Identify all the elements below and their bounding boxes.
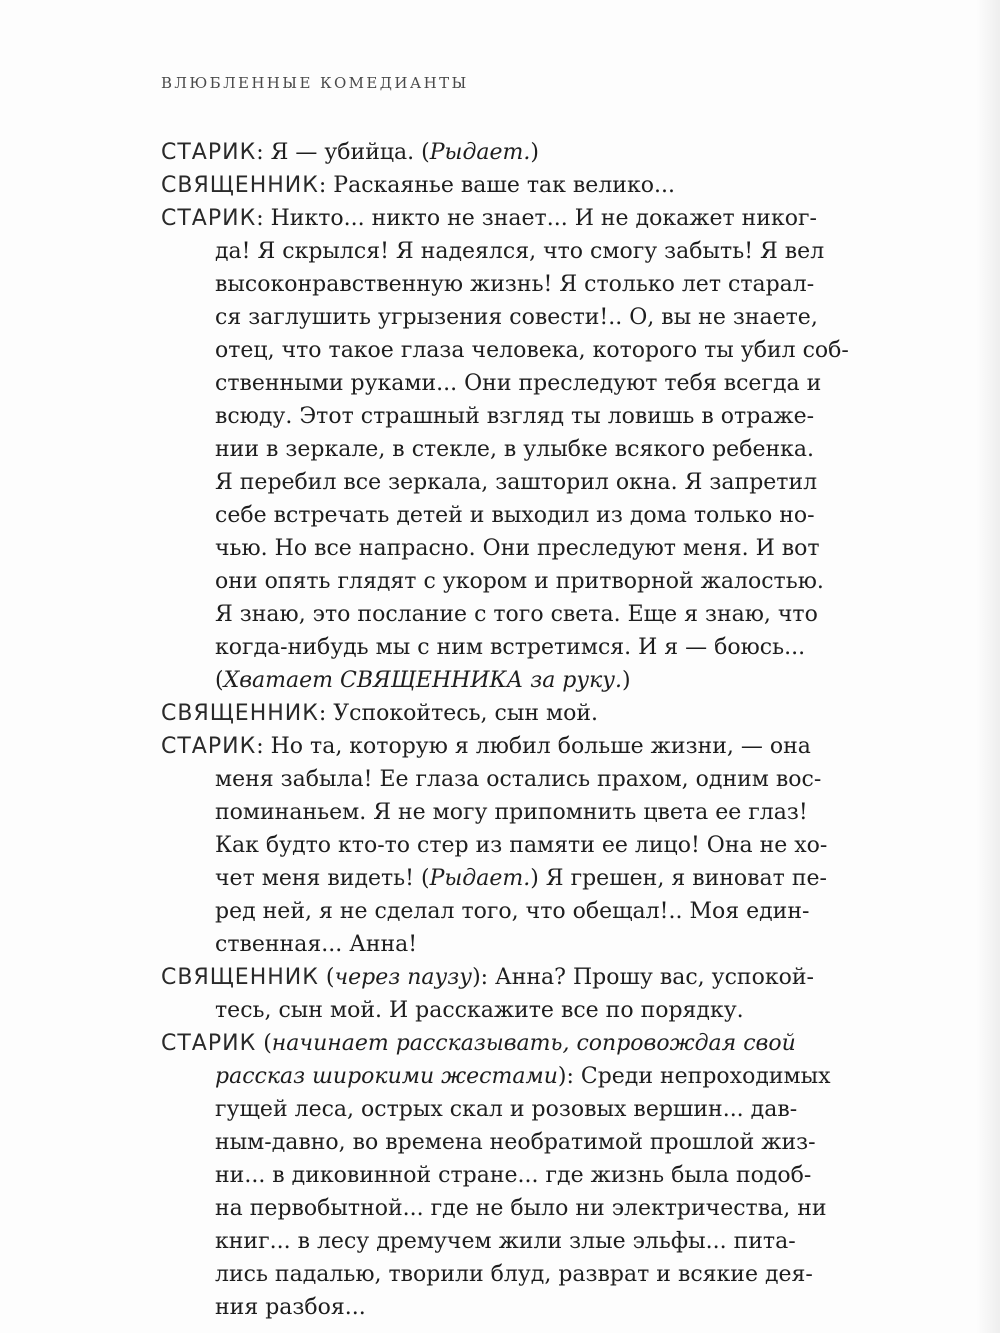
line-text: Я перебил все зеркала, зашторил окна. Я запретил [215,470,818,495]
text-line [161,1093,861,1126]
text-line [161,466,861,499]
text-line [161,268,861,301]
running-head: ВЛЮБЛЕННЫЕ КОМЕДИАНТЫ [161,74,469,92]
line-text: нии в зеркале, в стекле, в улыбке всякого ребенка. [215,437,814,462]
line-text: на первобытной... где не было ни электричества, ни [215,1196,827,1221]
text-line [161,1225,861,1258]
text-line [161,202,861,235]
text-line [161,1159,861,1192]
line-text: : Но та, которую я любил больше жизни, — она [256,734,811,759]
text-line [161,1126,861,1159]
text-line [161,433,861,466]
line-text: ни... в диковинной стране... где жизнь была подоб- [215,1163,812,1188]
line-text: чью. Но все напрасно. Они преследуют меня. И вот [215,536,820,561]
line-text: : Я — убийца. ( [256,140,430,165]
text-line [161,796,861,829]
line-text: ред ней, я не сделал того, что обещал!.. Моя един- [215,899,810,924]
line-text: книг... в лесу дремучем жили злые эльфы... пита- [215,1229,796,1254]
text-line [161,532,861,565]
line-text: : Успокойтесь, сын мой. [318,701,599,726]
line-text: когда-нибудь мы с ним встретимся. И я — боюсь... [215,635,806,660]
line-text: Я знаю, это послание с того света. Еще я знаю, что [215,602,818,627]
line-text: всюду. Этот страшный взгляд ты ловишь в отраже- [215,404,815,429]
stage-direction: Хватает СВЯЩЕННИКА за руку. [223,668,623,693]
line-text: ): Анна? Прошу вас, успокой- [472,965,814,990]
line-text: Как будто кто-то стер из памяти ее лицо! Она не хо- [215,833,828,858]
stage-direction: Рыдает. [429,866,531,891]
speaker-name: СТАРИК [161,734,257,759]
speaker-name: СТАРИК [161,1031,257,1056]
text-line [161,631,861,664]
line-text: ( [318,965,335,990]
text-line [161,1060,861,1093]
text-line [161,301,861,334]
text-line [161,763,861,796]
text-line [161,1027,861,1060]
stage-direction: начинает рассказывать, сопровождая свой [271,1031,796,1056]
text-line [161,598,861,631]
line-text: ): Среди непроходимых [557,1064,831,1089]
speaker-name: СВЯЩЕННИК [161,173,319,198]
text-line [161,961,861,994]
line-text: ственными руками... Они преследуют тебя всегда и [215,371,822,396]
line-text: ) [530,140,539,165]
line-text: да! Я скрылся! Я надеялся, что смогу забыть! Я вел [215,239,825,264]
line-text: отец, что такое глаза человека, которого ты убил соб- [215,338,849,363]
line-text: : Никто... никто не знает... И не докажет никог- [256,206,817,231]
text-line [161,697,861,730]
stage-direction: Рыдает. [429,140,531,165]
line-text: себе встречать детей и выходил из дома только но- [215,503,815,528]
line-text: ) [622,668,631,693]
line-text: высоконравственную жизнь! Я столько лет старал- [215,272,815,297]
line-text: ния разбоя... [215,1295,366,1320]
speaker-name: СТАРИК [161,206,257,231]
speaker-name: СВЯЩЕННИК [161,701,319,726]
line-text: : Раскаянье ваше так велико... [318,173,675,198]
text-line [161,1258,861,1291]
stage-direction: рассказ широкими жестами [215,1064,558,1089]
text-line [161,565,861,598]
line-text: они опять глядят с укором и притворной жалостью. [215,569,824,594]
stage-direction: через паузу [334,965,473,990]
text-line [161,829,861,862]
text-line [161,334,861,367]
text-line [161,367,861,400]
text-line [161,994,861,1027]
line-text: чет меня видеть! ( [215,866,430,891]
line-text: лись падалью, творили блуд, разврат и всякие дея- [215,1262,813,1287]
line-text: ственная... Анна! [215,932,418,957]
speaker-name: СТАРИК [161,140,257,165]
line-text: поминаньем. Я не могу припомнить цвета ее глаз! [215,800,808,825]
speaker-name: СВЯЩЕННИК [161,965,319,990]
text-line [161,136,861,169]
text-line [161,928,861,961]
line-text: тесь, сын мой. И расскажите все по порядку. [215,998,744,1023]
text-line [161,1192,861,1225]
line-text: гущей леса, острых скал и розовых вершин... дав- [215,1097,798,1122]
text-line [161,664,861,697]
line-text: меня забыла! Ее глаза остались прахом, одним вос- [215,767,822,792]
line-text: ( [215,668,224,693]
play-text [161,136,861,1324]
line-text: ( [256,1031,272,1056]
text-line [161,169,861,202]
text-line [161,1291,861,1324]
text-line [161,235,861,268]
text-line [161,862,861,895]
page-edge-shadow [976,0,1000,1333]
line-text: ным-давно, во времена необратимой прошлой жиз- [215,1130,816,1155]
line-text: ) Я грешен, я виноват пе- [530,866,827,891]
text-line [161,730,861,763]
text-line [161,895,861,928]
text-line [161,400,861,433]
line-text: ся заглушить угрызения совести!.. О, вы не знаете, [215,305,818,330]
text-line [161,499,861,532]
